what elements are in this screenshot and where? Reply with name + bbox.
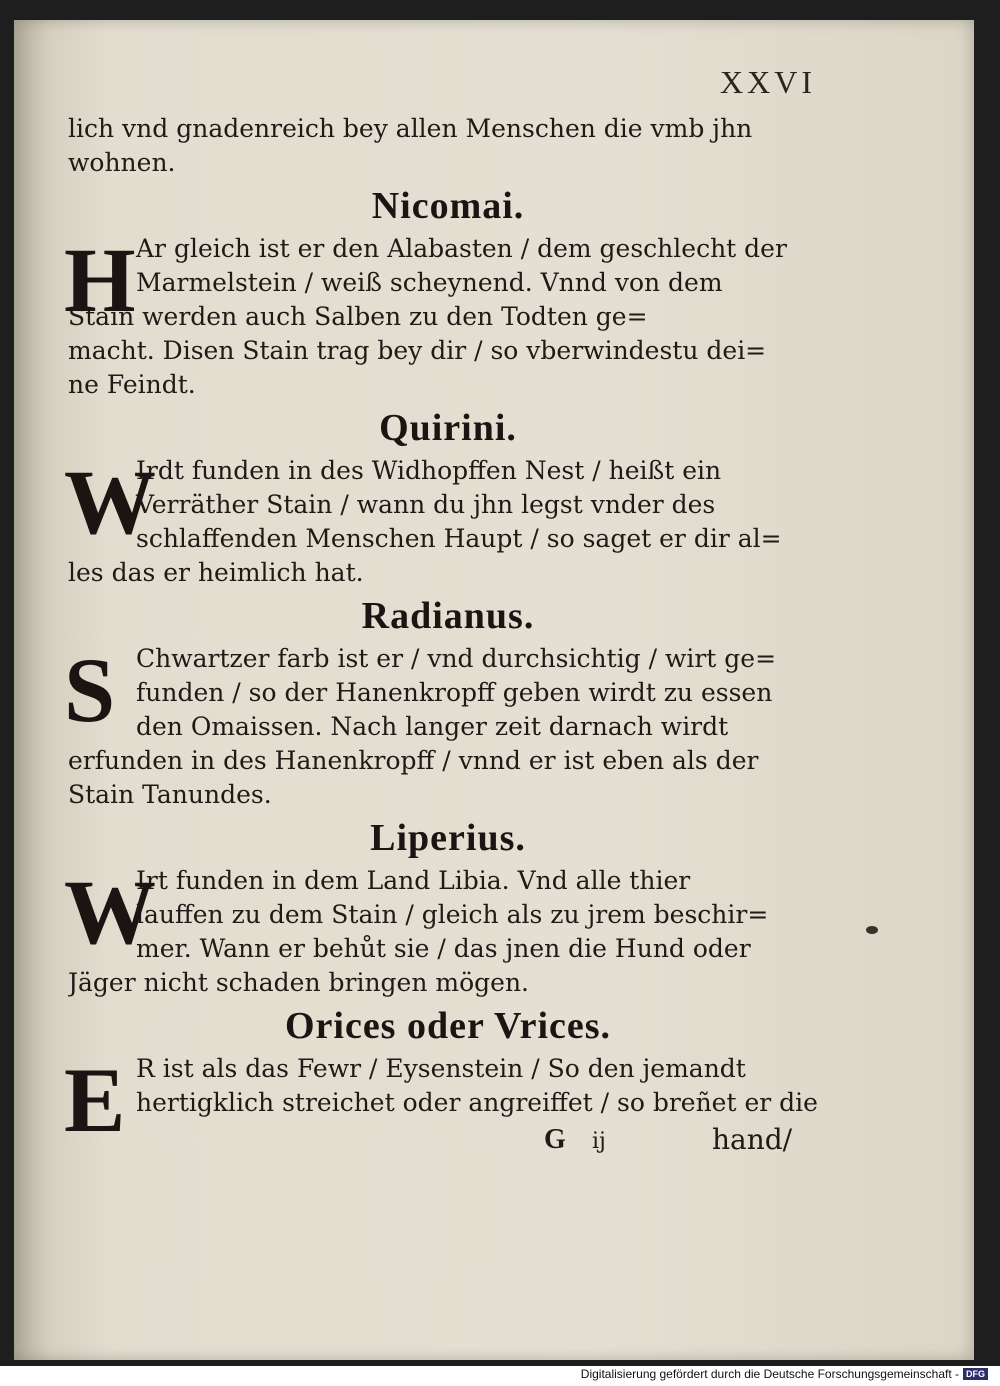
entry-line: Irdt funden in des Widhopffen Nest / heißt ein	[136, 456, 722, 485]
entry-line: funden / so der Hanenkropff geben wirdt zu essen	[136, 678, 773, 707]
drop-initial: S	[64, 639, 116, 741]
entry-heading: Liperius.	[370, 817, 526, 859]
signature-mark: G	[544, 1124, 566, 1155]
book-page	[14, 20, 974, 1360]
entry-heading: Radianus.	[361, 595, 535, 637]
drop-initial: W	[64, 451, 156, 553]
entry-line: erfunden in des Hanenkropff / vnnd er ist eben als der	[68, 746, 759, 775]
footer-text: Digitalisierung gefördert durch die Deutsche Forschungsgemeinschaft -	[580, 1367, 959, 1381]
entry-line: mer. Wann er behůt sie / das jnen die Hund oder	[136, 934, 751, 963]
ink-spot	[866, 926, 878, 934]
entry-heading: Nicomai.	[371, 185, 525, 227]
entry-line: Chwartzer farb ist er / vnd durchsichtig / wirt ge=	[136, 644, 777, 673]
entry-line: R ist als das Fewr / Eysenstein / So den jemandt	[136, 1054, 746, 1083]
entry-line: macht. Disen Stain trag bey dir / so vberwindestu dei=	[68, 336, 767, 365]
catchline	[68, 1120, 828, 1160]
intro-line: wohnen.	[68, 148, 176, 177]
entry-line: Ar gleich ist er den Alabasten / dem geschlecht der	[136, 234, 787, 263]
page-number: XXVI	[720, 64, 816, 100]
footer-credit	[581, 1366, 988, 1382]
entry-line: Irt funden in dem Land Libia. Vnd alle thier	[136, 866, 691, 895]
drop-initial: E	[64, 1049, 126, 1151]
entry-liperius	[64, 861, 828, 1000]
dfg-logo: DFG	[963, 1368, 988, 1380]
entry-line: lauffen zu dem Stain / gleich als zu jrem beschir=	[136, 900, 769, 929]
intro-line: lich vnd gnadenreich bey allen Menschen die vmb jhn	[68, 114, 753, 143]
entry-heading: Quirini.	[379, 407, 517, 449]
entry-line: les das er heimlich hat.	[68, 558, 364, 587]
entry-line: den Omaissen. Nach langer zeit darnach wirdt	[136, 712, 729, 741]
catchword: hand/	[712, 1123, 793, 1156]
entry-line: Jäger nicht schaden bringen mögen.	[68, 968, 529, 997]
entry-line: schlaffenden Menschen Haupt / so saget er dir al=	[136, 524, 782, 553]
entry-line: Stain Tanundes.	[68, 780, 272, 809]
entry-line: Stain werden auch Salben zu den Todten ge=	[68, 302, 648, 331]
entry-radianus	[64, 639, 828, 812]
entry-heading: Orices oder Vrices.	[284, 1005, 612, 1047]
entry-line: hertigklich streichet oder angreiffet / so breñet er die	[136, 1088, 818, 1117]
drop-initial: H	[64, 229, 136, 331]
entry-line: Verräther Stain / wann du jhn legst vnder des	[136, 490, 716, 519]
entry-line: ne Feindt.	[68, 370, 196, 399]
drop-initial: W	[64, 861, 156, 963]
entry-quirini	[64, 451, 828, 590]
entry-nicomai	[64, 229, 828, 402]
signature-number: ij	[592, 1129, 606, 1154]
entry-line: Marmelstein / weiß scheynend. Vnnd von dem	[136, 268, 723, 297]
page-text	[64, 112, 828, 1160]
